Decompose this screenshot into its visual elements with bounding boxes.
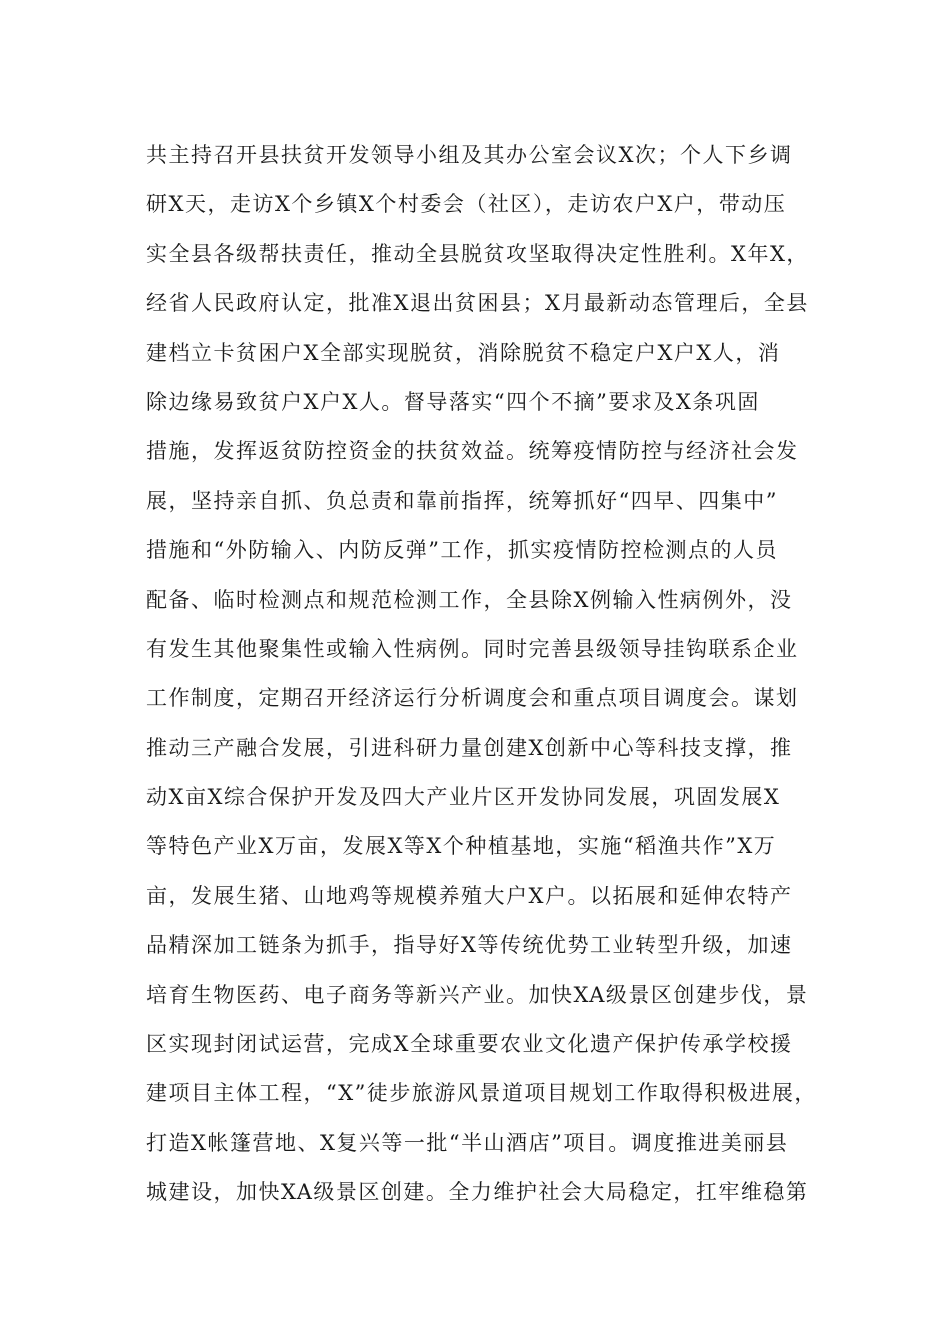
text-line: 有发生其他聚集性或输入性病例。同时完善县级领导挂钩联系企业 [146,636,799,661]
text-line: 动X亩X综合保护开发及四大产业片区开发协同发展，巩固发展X [146,785,781,810]
text-line: 推动三产融合发展，引进科研力量创建X创新中心等科技支撑，推 [146,735,793,760]
text-line: 展，坚持亲自抓、负总责和靠前指挥，统筹抓好“四早、四集中” [146,488,778,513]
text-line: 工作制度，定期召开经济运行分析调度会和重点项目调度会。谋划 [146,686,799,711]
text-line: 建档立卡贫困户X全部实现脱贫，消除脱贫不稳定户X户X人，消 [146,340,781,365]
text-line: 区实现封闭试运营，完成X全球重要农业文化遗产保护传承学校援 [146,1032,793,1057]
text-line: 实全县各级帮扶责任，推动全县脱贫攻坚取得决定性胜利。X年X， [146,241,809,266]
body-paragraph [146,131,826,1218]
text-line: 措施和“外防输入、内防反弹”工作，抓实疫情防控检测点的人员 [146,538,778,563]
text-line: 除边缘易致贫户X户X人。督导落实“四个不摘”要求及X条巩固 [146,389,760,414]
text-line: 经省人民政府认定，批准X退出贫困县；X月最新动态管理后，全县 [146,291,809,316]
text-line: 培育生物医药、电子商务等新兴产业。加快XA级景区创建步伐，景 [146,982,809,1007]
text-line: 建项目主体工程，“X”徒步旅游风景道项目规划工作取得积极进展， [146,1081,817,1106]
text-line: 配备、临时检测点和规范检测工作，全县除X例输入性病例外，没 [146,587,793,612]
text-line: 打造X帐篷营地、X复兴等一批“半山酒店”项目。调度推进美丽县 [146,1130,789,1155]
text-line: 城建设，加快XA级景区创建。全力维护社会大局稳定，扛牢维稳第 [146,1180,809,1205]
text-line: 措施，发挥返贫防控资金的扶贫效益。统筹疫情防控与经济社会发 [146,439,799,464]
text-line: 品精深加工链条为抓手，指导好X等传统优势工业转型升级，加速 [146,933,793,958]
text-line: 共主持召开县扶贫开发领导小组及其办公室会议X次；个人下乡调 [146,143,793,167]
text-line: 等特色产业X万亩，发展X等X个种植基地，实施“稻渔共作”X万 [146,834,777,859]
text-line: 亩，发展生猪、山地鸡等规模养殖大户X户。以拓展和延伸农特产 [146,883,793,908]
text-line: 研X天，走访X个乡镇X个村委会（社区），走访农户X户，带动压 [146,192,787,217]
